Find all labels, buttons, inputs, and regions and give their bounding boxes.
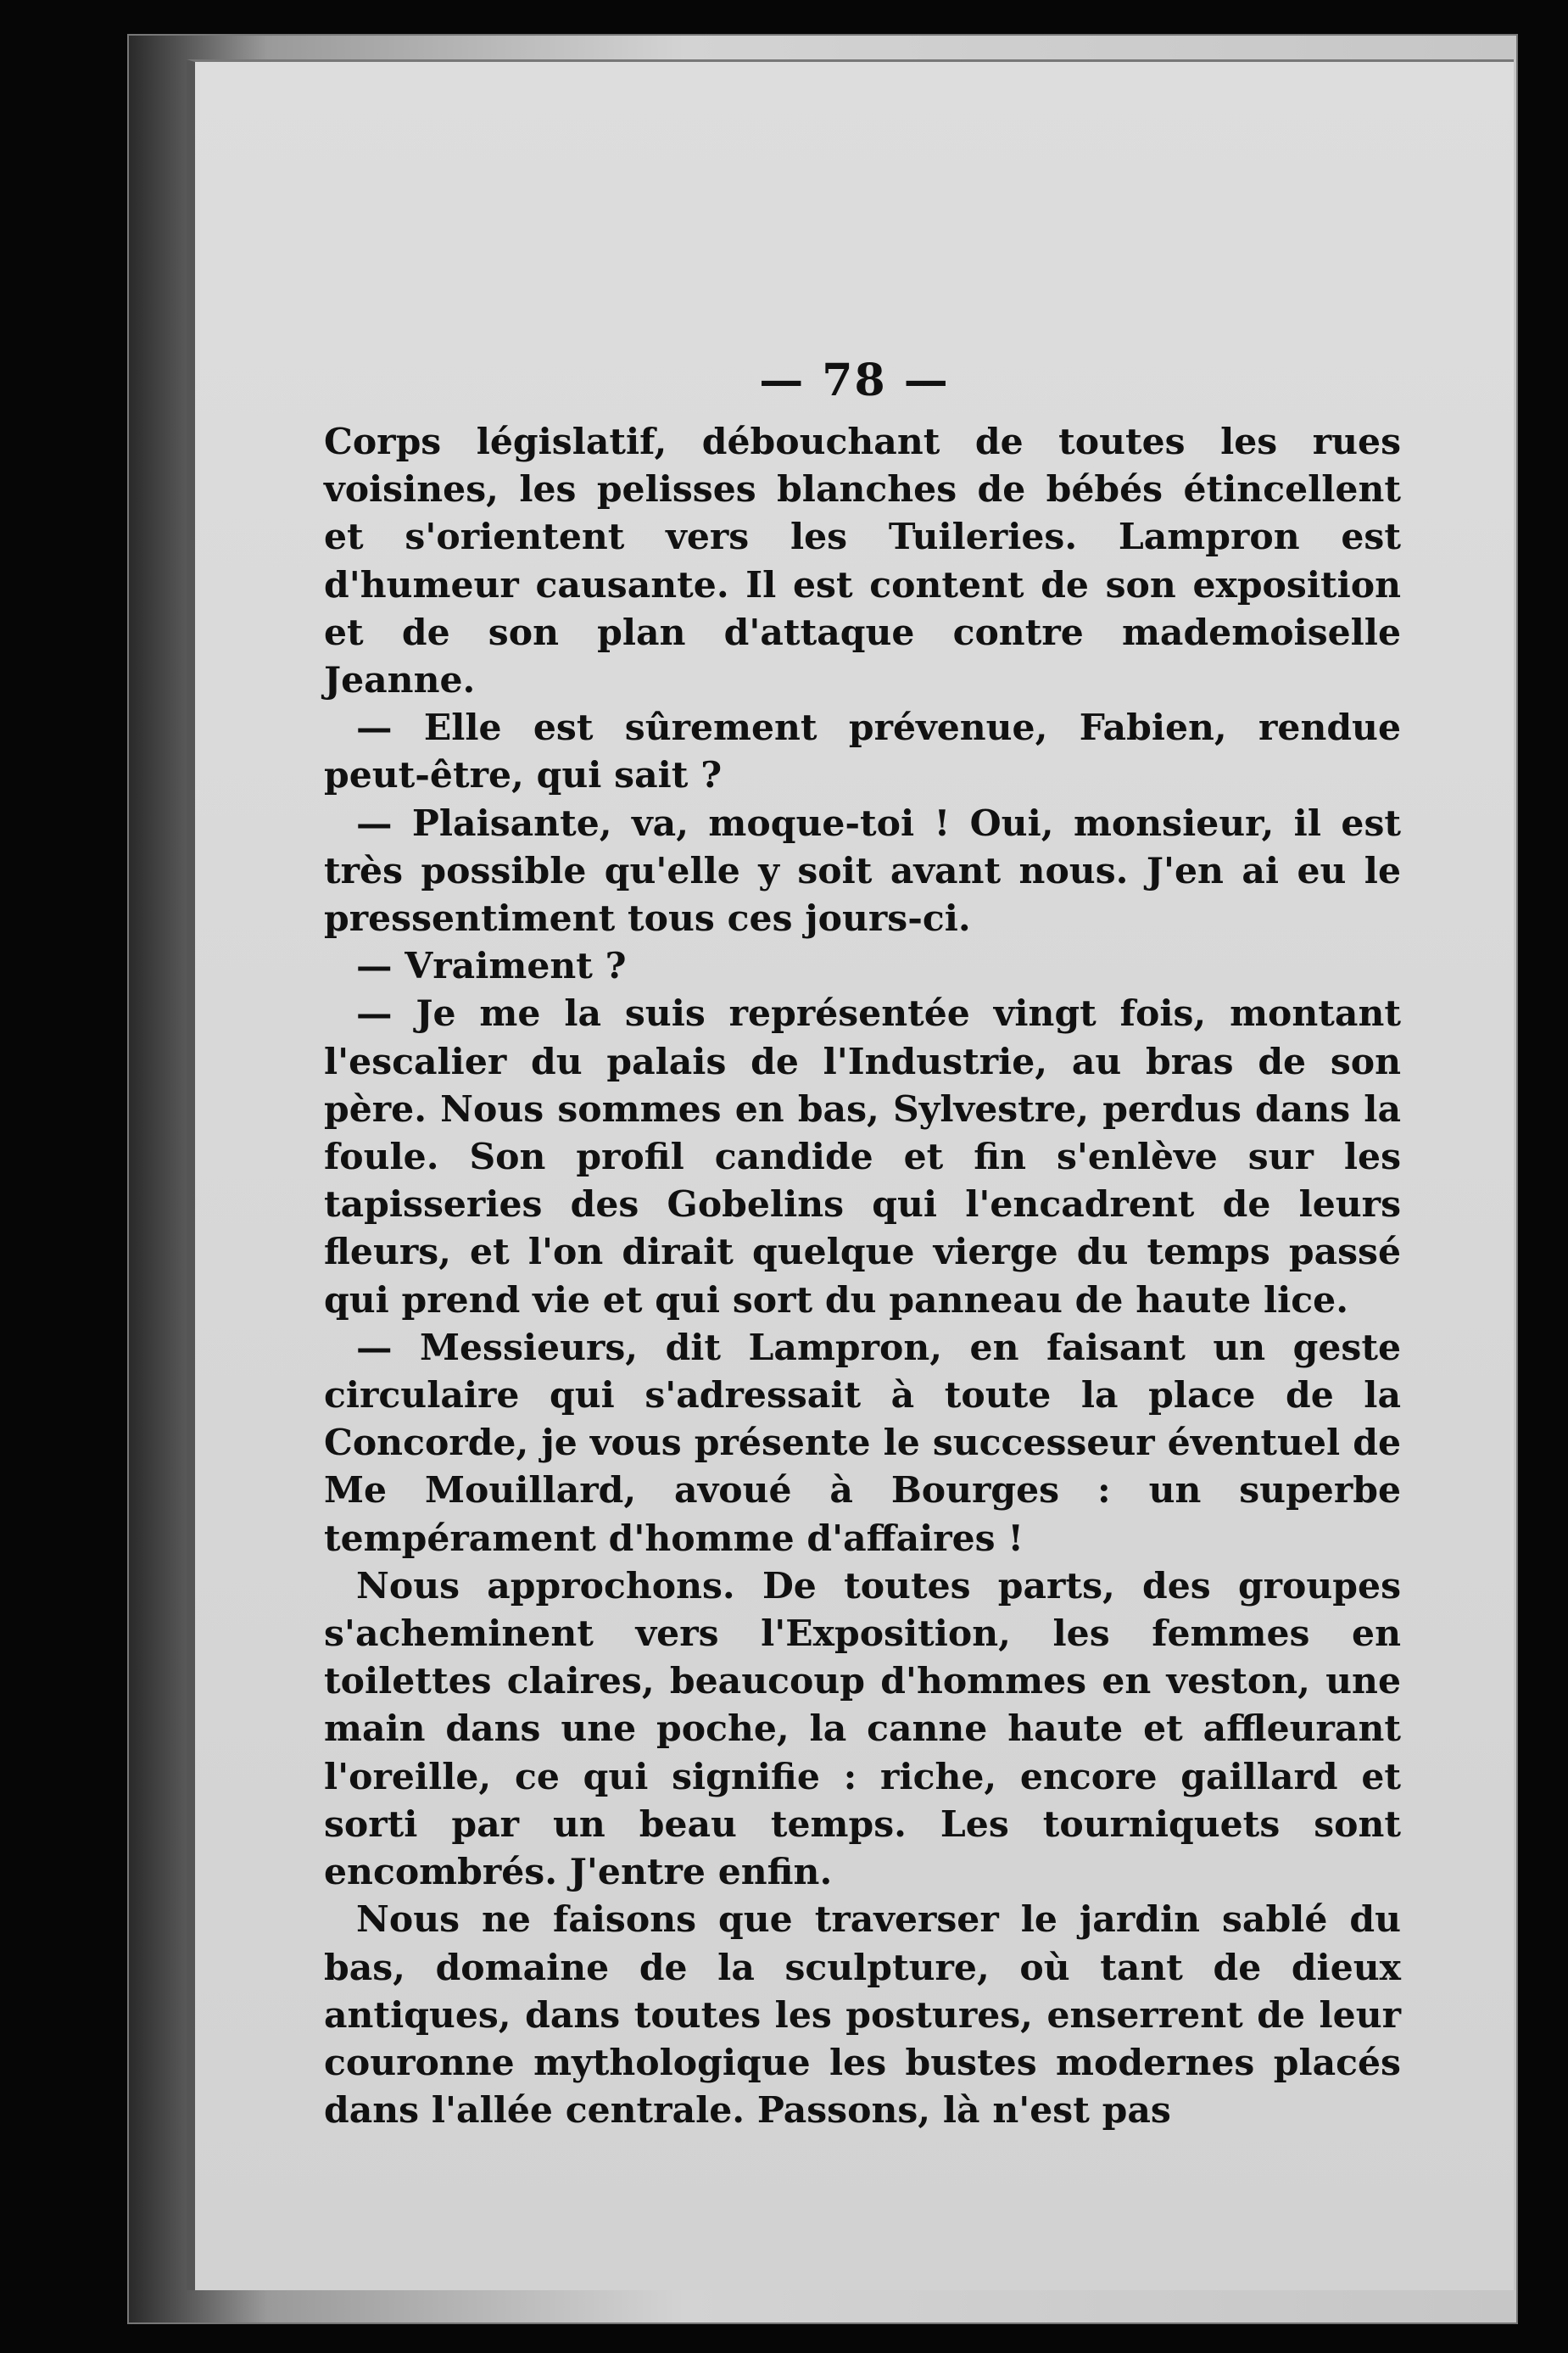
paragraph: — Messieurs, dit Lampron, en faisant un geste circulaire qui s'adressait à toute la place de la Concorde, je vous présente le successeur éventuel de Me Mouillard, avoué à Bourges : un superbe tempérament d'homme d'affaires ! bbox=[324, 1326, 1401, 1560]
paragraph: — Vraiment ? bbox=[356, 945, 627, 988]
page-number: — 78 — bbox=[759, 355, 950, 406]
paragraph: — Je me la suis représentée vingt fois, montant l'escalier du palais de l'Industrie, au bras de son père. Nous sommes en bas, Sylvestre, perdus dans la foule. Son profil candide et fin s'enlève sur les tapisseries des Gobelins qui l'encadrent de leurs fleurs, et l'on dirait quelque vierge du temps passé qui prend vie et qui sort du panneau de haute lice. bbox=[324, 992, 1401, 1322]
book-page bbox=[187, 59, 1514, 2290]
paragraph: Nous approchons. De toutes parts, des groupes s'acheminent vers l'Exposition, les femmes en toilettes claires, beaucoup d'hommes en veston, une main dans une poche, la canne haute et affleurant l'oreille, ce qui signifie : riche, encore gaillard et sorti par un beau temps. Les tourniquets sont encombrés. J'entre enfin. bbox=[324, 1564, 1401, 1894]
paragraph: — Plaisante, va, moque-toi ! Oui, monsieur, il est très possible qu'elle y soit avant nous. J'en ai eu le pressentiment tous ces jours-ci. bbox=[324, 802, 1401, 941]
paragraph: Nous ne faisons que traverser le jardin sablé du bas, domaine de la sculpture, où tant de dieux antiques, dans toutes les postures, enserrent de leur couronne mythologique les bustes modernes placés dans l'allée centrale. Passons, là n'est pas bbox=[324, 1898, 1401, 2132]
body-text bbox=[324, 418, 1401, 2134]
paragraph: Corps législatif, débouchant de toutes les rues voisines, les pelisses blanches de bébés étincellent et s'orientent vers les Tuileries. Lampron est d'humeur causante. Il est content de son exposition et de son plan d'attaque contre mademoiselle Jeanne. bbox=[324, 421, 1401, 702]
paragraph: — Elle est sûrement prévenue, Fabien, rendue peut-être, qui sait ? bbox=[324, 707, 1401, 797]
